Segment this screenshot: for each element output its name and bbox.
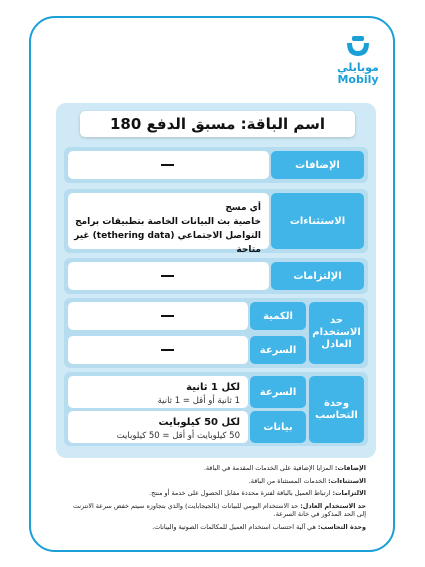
brand-name-en: Mobily	[337, 73, 379, 86]
definition-item	[72, 489, 366, 498]
addons-dash	[161, 164, 174, 166]
addons-label: الإضافات	[271, 151, 364, 179]
billing-data-label: بيانات	[250, 411, 306, 443]
definition-term: وحدة التحاسب:	[317, 522, 366, 531]
billing-speed-main: لكل 1 ثانية	[186, 382, 240, 393]
definition-text: المزايا الإضافية على الخدمات المقدمة في الباقة.	[203, 464, 333, 472]
fair-use-quantity-label: الكمية	[250, 302, 306, 330]
exceptions-line: أي مسج	[225, 203, 261, 213]
plan-title: اسم الباقة: مسبق الدفع 180	[80, 111, 355, 137]
definition-text: حد الاستخدام اليومي للبيانات (بالجيجابايت) والذي بتجاوزه سيتم خفض سرعة الانترنت إلى الحد المذكور في خانة السرعة.	[73, 501, 366, 519]
definition-item	[72, 477, 366, 486]
brand-name-ar: موبايلي	[337, 61, 379, 74]
fair-use-label: حد الاستخدام العادل	[309, 302, 364, 364]
definition-term: الاستثناءات:	[328, 476, 366, 485]
quantity-dash	[161, 315, 174, 317]
definition-text: هي آلية احتساب استخدام العميل للمكالمات الصوتية والبيانات.	[152, 522, 316, 531]
definition-text: ارتباط العميل بالباقة لفترة محددة مقابل الحصول على خدمة أو منتج.	[149, 489, 331, 498]
fair-use-quantity-value	[68, 302, 248, 330]
fair-use-speed-label: السرعة	[250, 336, 306, 364]
definition-item	[72, 502, 366, 519]
definitions	[72, 464, 366, 536]
billing-unit-label: وحدة التحاسب	[309, 376, 364, 443]
speed-dash	[161, 349, 174, 351]
billing-speed-label: السرعة	[250, 376, 306, 408]
definition-item	[72, 464, 366, 473]
billing-data-sub: 50 كيلوبايت أو أقل = 50 كيلوبايت	[116, 431, 240, 441]
commitments-value-box	[68, 262, 269, 290]
exceptions-line: خاصية بث البيانات الخاصة بتطبيقات برامج	[75, 217, 261, 227]
exceptions-value-box	[68, 193, 269, 255]
exceptions-label: الاستثناءات	[271, 193, 364, 249]
fair-use-speed-value	[68, 336, 248, 364]
billing-data-value	[68, 411, 248, 443]
mobily-logo	[335, 36, 381, 85]
exceptions-line: التواصل الاجتماعي (tethering data) غير متاحة	[74, 231, 261, 255]
definition-term: حد الاستخدام العادل:	[300, 501, 366, 510]
commitments-label: الإلتزامات	[271, 262, 364, 290]
addons-value-box	[68, 151, 269, 179]
definition-item	[72, 523, 366, 532]
exceptions-text	[68, 201, 261, 257]
billing-speed-sub: 1 ثانية أو أقل = 1 ثانية	[157, 396, 240, 406]
billing-speed-value	[68, 376, 248, 408]
commitments-dash	[161, 275, 174, 277]
definition-term: الإضافات:	[334, 464, 366, 472]
mobily-logo-icon	[343, 36, 373, 60]
billing-data-main: لكل 50 كيلوبايت	[158, 417, 240, 428]
definition-text: الخدمات المستثناة من الباقة.	[248, 476, 327, 485]
definition-term: الالتزامات:	[332, 489, 366, 498]
